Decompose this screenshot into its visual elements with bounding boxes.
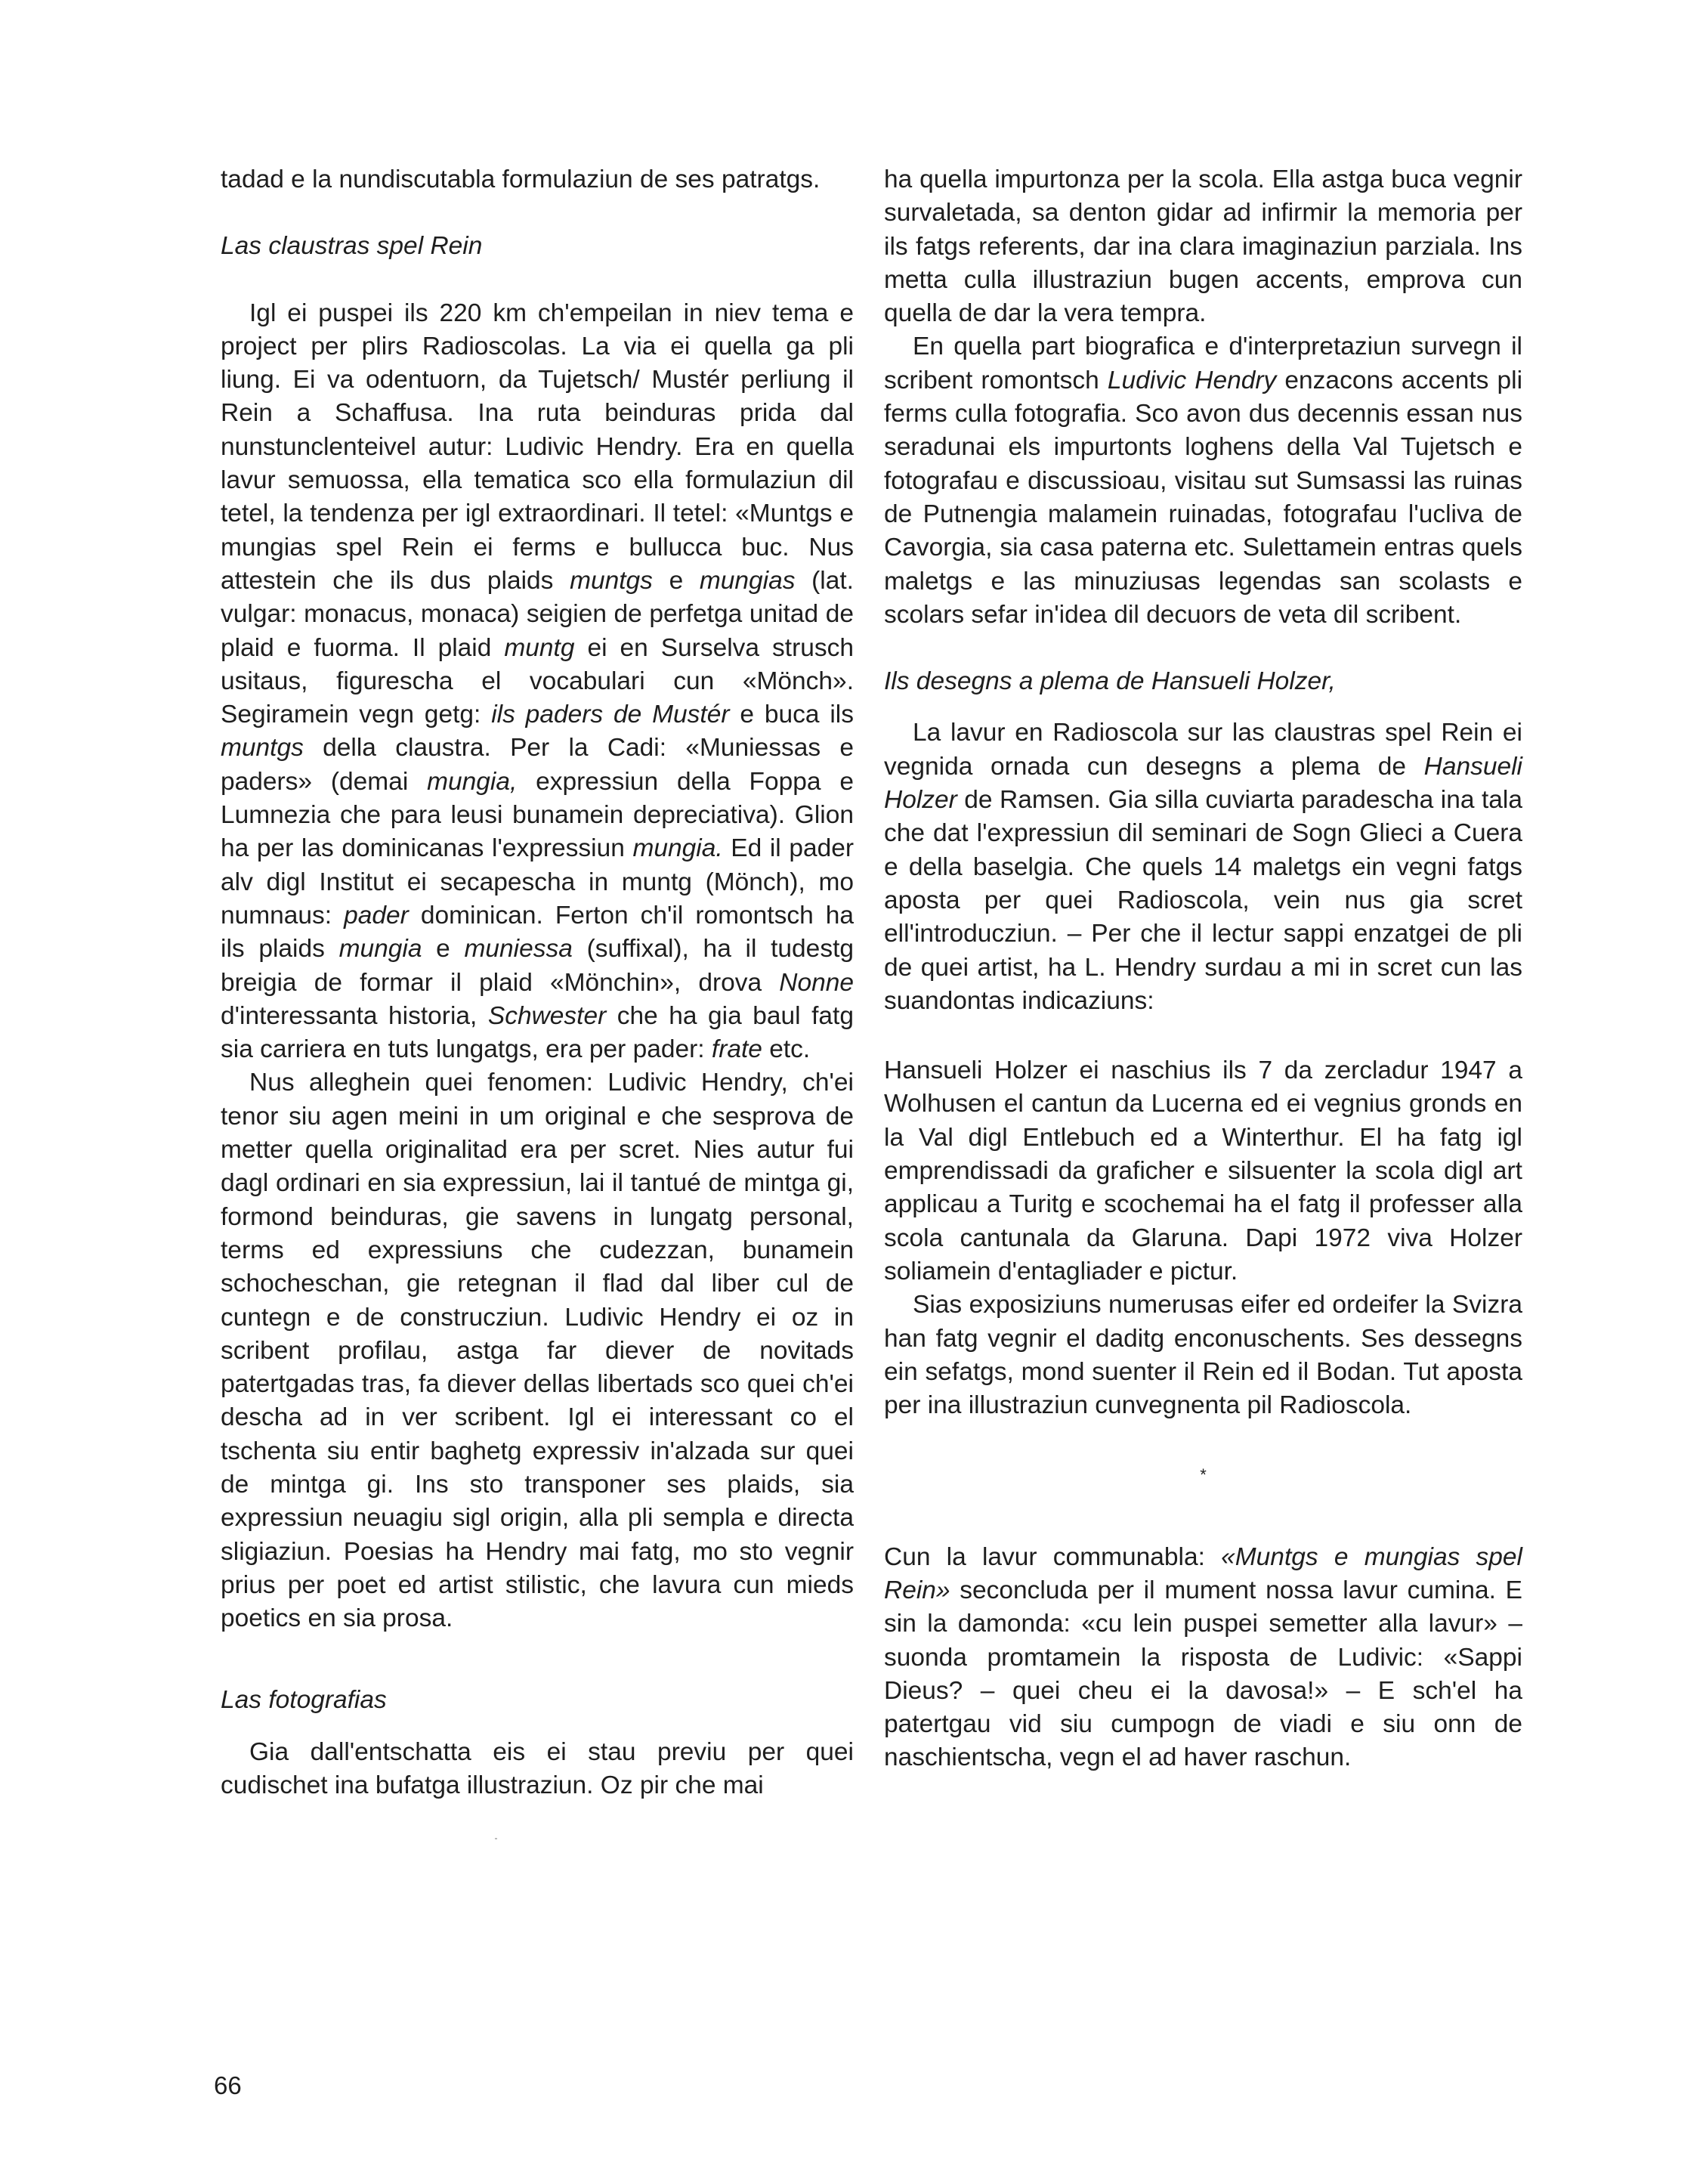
italic-run: ils paders de Mustér bbox=[491, 701, 730, 729]
text-run: seconcluda per il mument nossa lavur cumina. E sin la damonda: «cu lein puspei semetter alla lavur» – suonda promtamein la risposta de Ludivic: «Sappi Dieus? – quei cheu ei la davosa!» – E sch'el ha patertgau vid siu cumpogn de viadi e siu onn de naschientscha, vegn el ad haver raschun. bbox=[884, 1576, 1522, 1772]
italic-run: muntgs bbox=[570, 566, 653, 595]
paragraph: Gia dall'entschatta eis ei stau previu per quei cudischet ina bufatga illustraziun. Oz pir che mai bbox=[221, 1737, 854, 1800]
text-run: (lat. vulgar: monacus, monaca) seigien de perfetga unitad de plaid e fuorma. Il plaid bbox=[221, 566, 854, 662]
italic-run: mungia, bbox=[427, 767, 518, 796]
text-run: e buca ils bbox=[729, 701, 854, 729]
text-run: En quella part biografica e d'interpretaziun survegn il scribent romontsch bbox=[884, 333, 1522, 394]
paragraph: tadad e la nundiscutabla formulaziun de ses patratgs. bbox=[221, 166, 821, 193]
section-heading: Las claustras spel Rein bbox=[221, 232, 483, 261]
italic-run: Schwester bbox=[487, 1001, 607, 1030]
text-run: e bbox=[422, 935, 465, 964]
text-run: etc. bbox=[762, 1035, 811, 1064]
text-run: che ha gia baul fatg sia carriera en tuts lungatgs, era per pader: bbox=[221, 1001, 854, 1064]
paragraph bbox=[884, 330, 1522, 632]
paragraph: Nus alleghein quei fenomen: Ludivic Hendry, ch'ei tenor siu agen meini in um original e che sesprova de metter quella originalitad era per scret. Nies autur fui dagl ordinari en sia expressiun, lai il tantué de mintga gi, formond beinduras, gie savens in lungatg personal, terms ed expressiuns che cudezzan, bunamein schocheschan, gie retegnan il flad dal liber cul de cuntegn e de construcziun. Ludivic Hendry ei oz in scribent profilau, astga far diever de novitads patertgadas tras, fa diever dellas libertads sco quei ch'ei descha ad in ver scribent. Igl ei interessant co el tschenta siu entir baghetg expressiv in'alzada sur quei de mintga gi. Ins sto transponer ses plaids, sia expressiun neuagiu sigl origin, alla pli sempla e directa sligiaziun. Poesias ha Hendry mai fatg, mo sto vegnir prius per poet ed artist stilistic, che lavura cun mieds poetics en sia prosa. bbox=[221, 1069, 854, 1633]
italic-run: muntg bbox=[504, 633, 575, 662]
italic-run: «Muntgs e mungias spel Rein» bbox=[884, 1542, 1523, 1604]
section-divider-star: * bbox=[1200, 1465, 1207, 1485]
text-run: de Ramsen. Gia silla cuviarta paradescha ina tala che dat l'expressiun dil seminari de Sogn Glieci a Cuera e della baselgia. Che quels 14 maletgs ein vegni fatgs aposta per quei Radioscola, vein nus gia scret ell'introducziun. – Per che il lectur sappi enzatgei de pli de quei artist, ha L. Hendry surdau a mi in scret cun las suandontas indicaziuns: bbox=[884, 786, 1522, 1015]
text-run: (suffixal), ha il tudestg breigia de formar il plaid «Mönchin», drova bbox=[221, 935, 855, 997]
paragraph bbox=[884, 1541, 1522, 1775]
text-run: Igl ei puspei ils 220 km ch'empeilan in niev tema e project per plirs Radioscolas. La via ei quella ga pli liung. Ei va odentuorn, da Tujetsch/ Mustér perliung il Rein a Schaffusa. Ina ruta beinduras prida dal nunstunclenteivel autur: Ludivic Hendry. Era en quella lavur semuossa, ella tematica sco ella formulaziun dil tetel, la tendenza per igl extraordinari. Il tetel: «Muntgs e mungias spel Rein ei ferms e bullucca buc. Nus attestein che ils dus plaids bbox=[221, 299, 854, 595]
page-number: 66 bbox=[214, 2071, 242, 2099]
left-column bbox=[221, 163, 854, 1802]
paragraph: Sias exposiziuns numerusas eifer ed ordeifer la Svizra han fatg vegnir el daditg enconuschents. Ses dessegns ein sefatgs, mond suenter il Rein ed il Bodan. Tut aposta per ina illustraziun cunvegnenta pil Radioscola. bbox=[884, 1291, 1522, 1420]
paragraph: ha quella impurtonza per la scola. Ella astga buca vegnir survaletada, sa denton gidar ad infirmir la memoria per ils fatgs referents, dar ina clara imaginaziun parziala. Ins metta culla illustraziun bugen accents, emprova cun quella de dar la vera tempra. bbox=[884, 166, 1522, 328]
italic-run: mungia bbox=[338, 935, 422, 964]
print-speck bbox=[495, 1838, 497, 1839]
italic-run: Ludivic Hendry bbox=[1107, 366, 1277, 394]
section-heading: Las fotografias bbox=[221, 1686, 387, 1715]
italic-run: frate bbox=[711, 1035, 762, 1064]
text-run: ei en Surselva strusch usitaus, figurescha el vocabulari cun «Mönch». Segiramein vegn getg: bbox=[221, 633, 854, 729]
italic-run: mungia. bbox=[632, 834, 723, 863]
italic-run: muntgs bbox=[221, 734, 304, 763]
text-run: d'interessanta historia, bbox=[221, 1001, 488, 1030]
italic-run: pader bbox=[344, 901, 409, 930]
paragraph bbox=[884, 716, 1522, 1018]
text-run: dominican. Ferton ch'il romontsch ha ils plaids bbox=[221, 901, 854, 964]
text-run: expressiun della Foppa e Lumnezia che para leusi bunamein depreciativa). Glion ha per las dominicanas l'expressiun bbox=[221, 767, 854, 863]
italic-run: Hansueli Holzer bbox=[884, 752, 1522, 815]
italic-run: muniessa bbox=[464, 935, 573, 964]
paragraph: Hansueli Holzer ei naschius ils 7 da zercladur 1947 a Wolhusen el cantun da Lucerna ed ei vegnius gronds en la Val digl Entlebuch ed a Winterthur. El ha fatg igl emprendissadi da graficher e silsuenter la scola digl art applicau a Turitg e scochemai ha el fatg il professer alla scola cantunala da Glaruna. Dapi 1972 viva Holzer soliamein d'entagliader e pictur. bbox=[884, 1056, 1522, 1285]
text-run: Cun la lavur communabla: bbox=[884, 1542, 1222, 1571]
text-run: La lavur en Radioscola sur las claustras spel Rein ei vegnida ornada cun desegns a plema de bbox=[884, 719, 1522, 781]
paragraph bbox=[221, 297, 854, 1067]
text-run: della claustra. Per la Cadi: «Muniessas e paders» (demai bbox=[221, 734, 854, 796]
text-run: Ed il pader alv digl Institut ei secapescha in muntg (Mönch), mo numnaus: bbox=[221, 834, 854, 930]
section-heading: Ils desegns a plema de Hansueli Holzer, bbox=[884, 667, 1336, 696]
text-run: e bbox=[652, 566, 700, 595]
italic-run: Nonne bbox=[779, 968, 854, 997]
text-run: enzacons accents pli ferms culla fotografia. Sco avon dus decennis essan nus seradunai els impurtonts loghens della Val Tujetsch e fotografau e discussioau, visitau sut Sumsassi las ruinas de Putnengia malamein ruinadas, fotografau l'ucliva de Cavorgia, sia casa paterna etc. Sulettamein entras quels maletgs e las minuziusas legendas san scolasts e scolars sefar in'idea dil decuors de veta dil scribent. bbox=[884, 366, 1523, 629]
right-column bbox=[884, 163, 1522, 1775]
italic-run: mungias bbox=[699, 566, 796, 595]
